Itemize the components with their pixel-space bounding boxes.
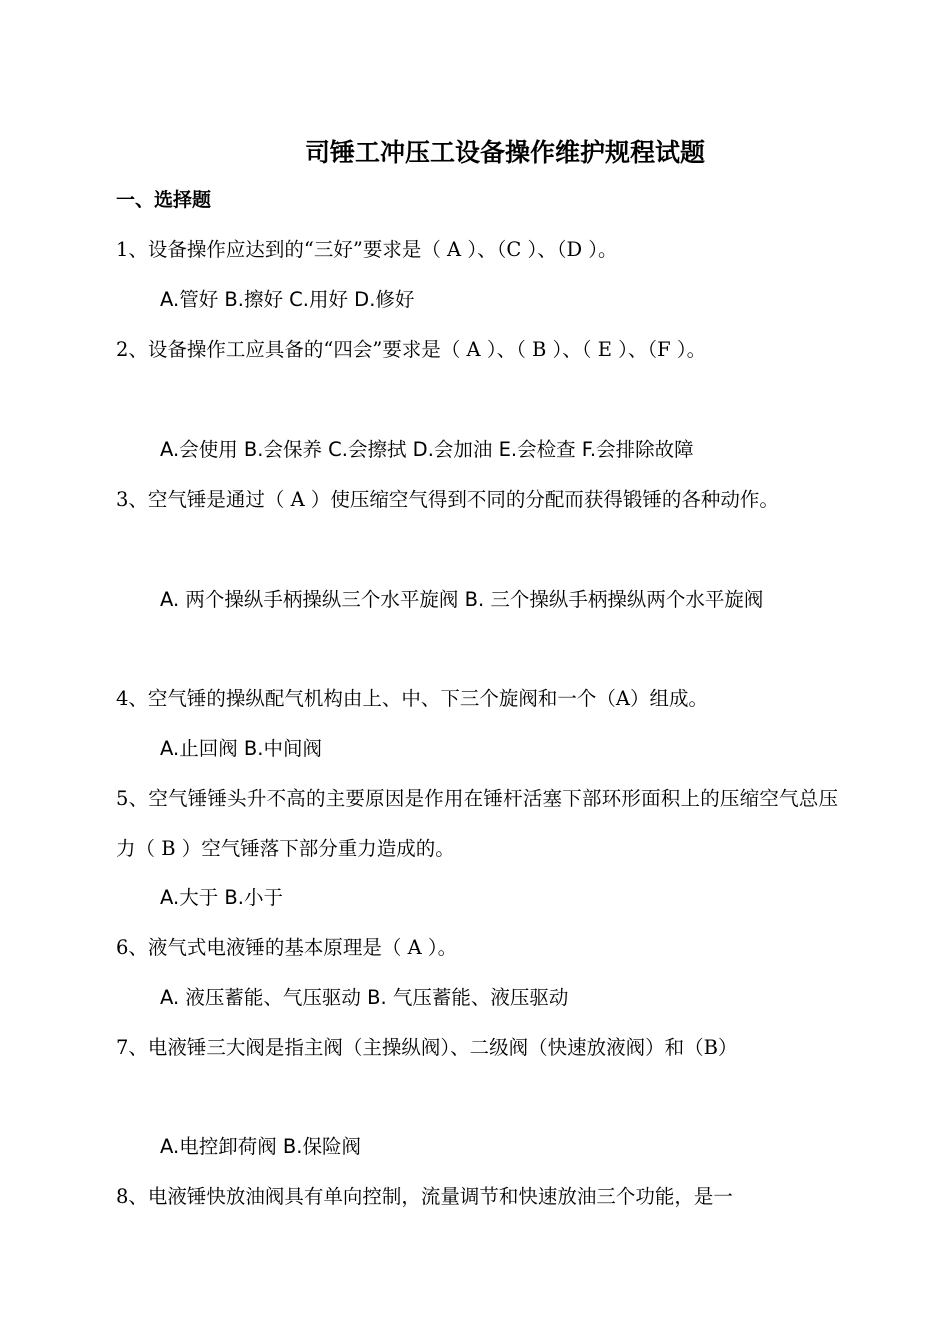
question-2: 2、设备操作工应具备的“四会”要求是（ A ）、（ B ）、（ E ）、（F ）。 [116, 338, 707, 361]
question-4-options: A.止回阀 B.中间阀 [160, 737, 322, 760]
question-6: 6、液气式电液锤的基本原理是（ A ）。 [116, 936, 458, 959]
question-5-options: A.大于 B.小于 [160, 886, 283, 909]
question-3-options: A. 两个操纵手柄操纵三个水平旋阀 B. 三个操纵手柄操纵两个水平旋阀 [160, 588, 764, 611]
question-7-options: A.电控卸荷阀 B.保险阀 [160, 1135, 361, 1158]
question-1: 1、设备操作应达到的“三好”要求是（ A ）、（C ）、（D ）。 [116, 238, 618, 261]
question-8: 8、电液锤快放油阀具有单向控制，流量调节和快速放油三个功能，是一 [116, 1185, 733, 1208]
document-title: 司锤工冲压工设备操作维护规程试题 [304, 138, 705, 167]
section-heading: 一、选择题 [116, 189, 212, 211]
question-5: 5、空气锤锤头升不高的主要原因是作用在锤杆活塞下部环形面积上的压缩空气总压力（ B ）空气锤落下部分重力造成的。 [116, 787, 838, 860]
question-2-options: A.会使用 B.会保养 C.会擦拭 D.会加油 E.会检查 F.会排除故障 [160, 438, 694, 461]
question-7: 7、电液锤三大阀是指主阀（主操纵阀）、二级阀（快速放液阀）和（B） [116, 1036, 738, 1059]
question-1-options: A.管好 B.擦好 C.用好 D.修好 [160, 288, 415, 311]
question-6-options: A. 液压蓄能、气压驱动 B. 气压蓄能、液压驱动 [160, 986, 569, 1009]
question-3: 3、空气锤是通过（ A ）使压缩空气得到不同的分配而获得锻锤的各种动作。 [116, 488, 779, 511]
question-4: 4、空气锤的操纵配气机构由上、中、下三个旋阀和一个（A）组成。 [116, 687, 708, 710]
